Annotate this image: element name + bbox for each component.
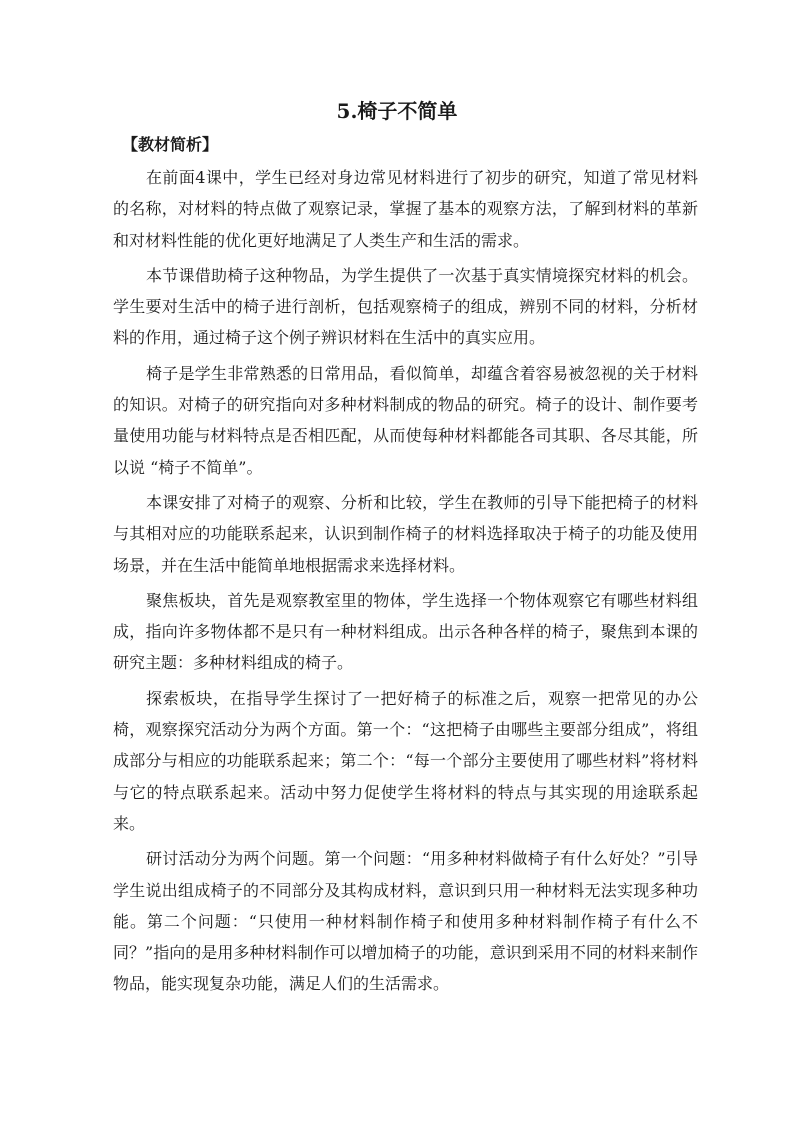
paragraph-7: 研讨活动分为两个问题。第一个问题：“用多种材料做椅子有什么好处？”引导学生说出组成椅子的不同部分及其构成材料，意识到只用一种材料无法实现多种功能。第二个问题：“只使用一种材料制作椅子和使用多种材料制作椅子有什么不同？”指向的是用多种材料制作可以增加椅子的功能，意识到采用不同的材料来制作物品，能实现复杂功能，满足人们的生活需求。 (113, 849, 698, 994)
document-title: 5.椅子不简单 (336, 99, 458, 123)
paragraph-3: 椅子是学生非常熟悉的日常用品，看似简单，却蕴含着容易被忽视的关于材料的知识。对椅子的研究指向对多种材料制成的物品的研究。椅子的设计、制作要考量使用功能与材料特点是否相匹配，从而使每种材料都能各司其职、各尽其能，所以说 “椅子不简单”。 (113, 363, 698, 477)
paragraph-2: 本节课借助椅子这种物品，为学生提供了一次基于真实情境探究材料的机会。学生要对生活中的椅子进行剖析，包括观察椅子的组成，辨别不同的材料，分析材料的作用，通过椅子这个例子辨识材料在生活中的真实应用。 (113, 265, 698, 348)
paragraph-5: 聚焦板块，首先是观察教室里的物体，学生选择一个物体观察它有哪些材料组成，指向许多物体都不是只有一种材料组成。出示各种各样的椅子，聚焦到本课的研究主题：多种材料组成的椅子。 (113, 590, 698, 673)
paragraph-4: 本课安排了对椅子的观察、分析和比较，学生在教师的引导下能把椅子的材料与其相对应的功能联系起来，认识到制作椅子的材料选择取决于椅子的功能及使用场景，并在生活中能简单地根据需求来选择材料。 (113, 492, 698, 575)
body-text (113, 162, 698, 1004)
paragraph-1: 在前面4课中，学生已经对身边常见材料进行了初步的研究，知道了常见材料的名称，对材料的特点做了观察记录，掌握了基本的观察方法，了解到材料的革新和对材料性能的优化更好地满足了人类生产和生活的需求。 (113, 168, 698, 250)
paragraph-6: 探索板块，在指导学生探讨了一把好椅子的标准之后，观察一把常见的办公椅，观察探究活动分为两个方面。第一个：“这把椅子由哪些主要部分组成”，将组成部分与相应的功能联系起来；第二个：“每一个部分主要使用了哪些材料”将材料与它的特点联系起来。活动中努力促使学生将材料的特点与其实现的用途联系起来。 (113, 688, 698, 833)
section-heading: 【教材简析】 (122, 135, 219, 154)
